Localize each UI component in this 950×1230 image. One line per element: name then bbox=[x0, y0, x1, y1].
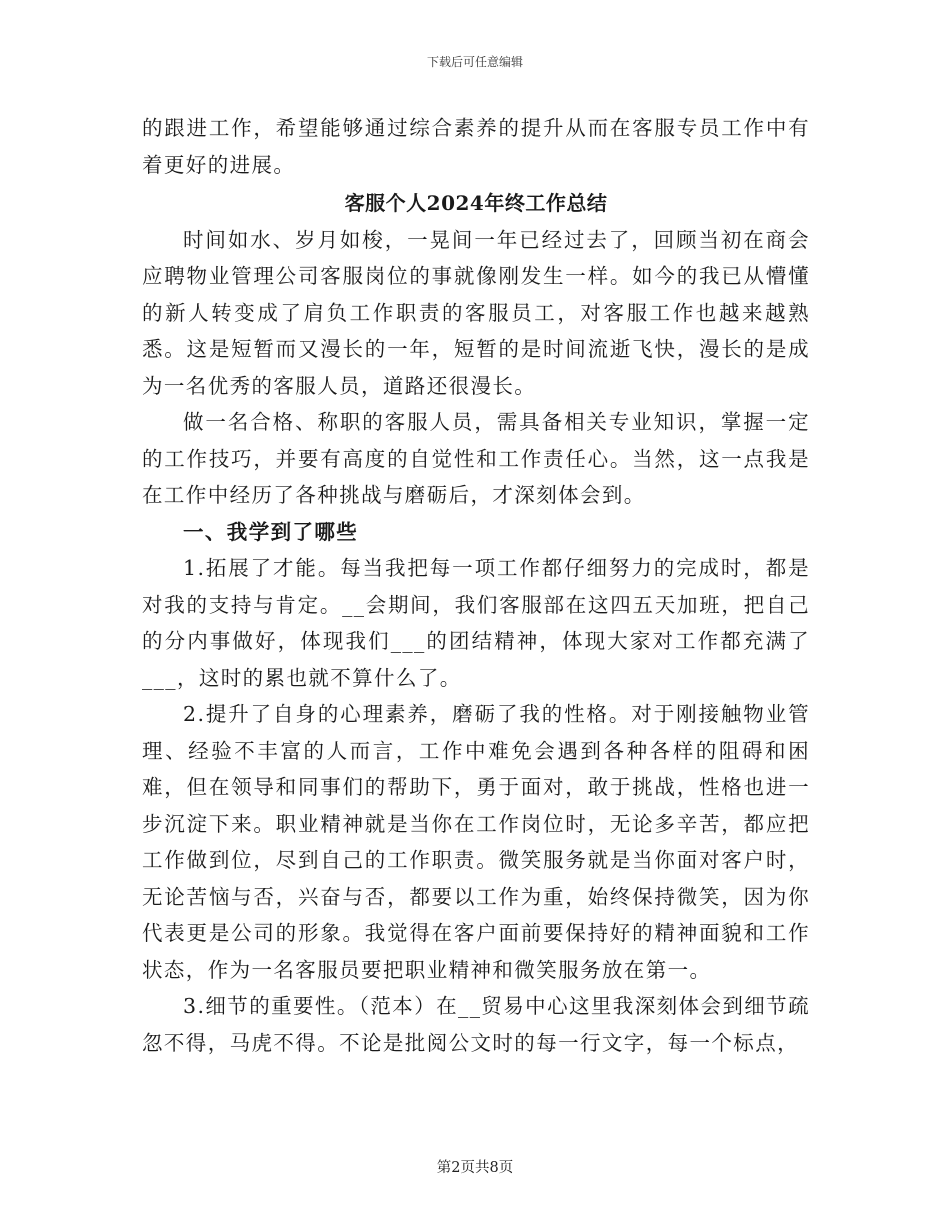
header-note: 下载后可任意编辑 bbox=[426, 55, 523, 69]
page-number: 第2页共8页 bbox=[436, 1160, 514, 1176]
section-heading: 一、我学到了哪些 bbox=[183, 519, 359, 544]
list-item-1: 1.拓展了才能。每当我把每一项工作都仔细努力的完成时，都是对我的支持与肯定。__会期间，我们客服部在这四五天加班，把自己的分内事做好，体现我们___的团结精神，体现大家对工作都充满了___，这时的累也就不算什么了。 bbox=[142, 556, 810, 690]
list-item-3: 3.细节的重要性。（范本）在__贸易中心这里我深刻体会到细节疏忽不得，马虎不得。不论是批阅公文时的每一行文字，每一个标点， bbox=[142, 994, 810, 1055]
document-body bbox=[142, 110, 810, 1061]
body-paragraph-1: 时间如水、岁月如梭，一晃间一年已经过去了，回顾当初在商会应聘物业管理公司客服岗位的事就像刚发生一样。如今的我已从懵懂的新人转变成了肩负工作职责的客服员工，对客服工作也越来越熟悉。这是短暂而又漫长的一年，短暂的是时间流逝飞快，漫长的是成为一名优秀的客服人员，道路还很漫长。 bbox=[142, 227, 810, 398]
document-title: 客服个人2024年终工作总结 bbox=[344, 191, 608, 215]
body-paragraph-2: 做一名合格、称职的客服人员，需具备相关专业知识，掌握一定的工作技巧，并要有高度的自觉性和工作责任心。当然，这一点我是在工作中经历了各种挑战与磨砺后，才深刻体会到。 bbox=[142, 410, 810, 507]
list-item-2: 2.提升了自身的心理素养，磨砺了我的性格。对于刚接触物业管理、经验不丰富的人而言，工作中难免会遇到各种各样的阻碍和困难，但在领导和同事们的帮助下，勇于面对，敢于挑战，性格也进一步沉淀下来。职业精神就是当你在工作岗位时，无论多辛苦，都应把工作做到位，尽到自己的工作职责。微笑服务就是当你面对客户时，无论苦恼与否，兴奋与否，都要以工作为重，始终保持微笑，因为你代表更是公司的形象。我觉得在客户面前要保持好的精神面貌和工作状态，作为一名客服员要把职业精神和微笑服务放在第一。 bbox=[142, 702, 810, 982]
lead-paragraph: 的跟进工作，希望能够通过综合素养的提升从而在客服专员工作中有着更好的进展。 bbox=[142, 116, 810, 177]
